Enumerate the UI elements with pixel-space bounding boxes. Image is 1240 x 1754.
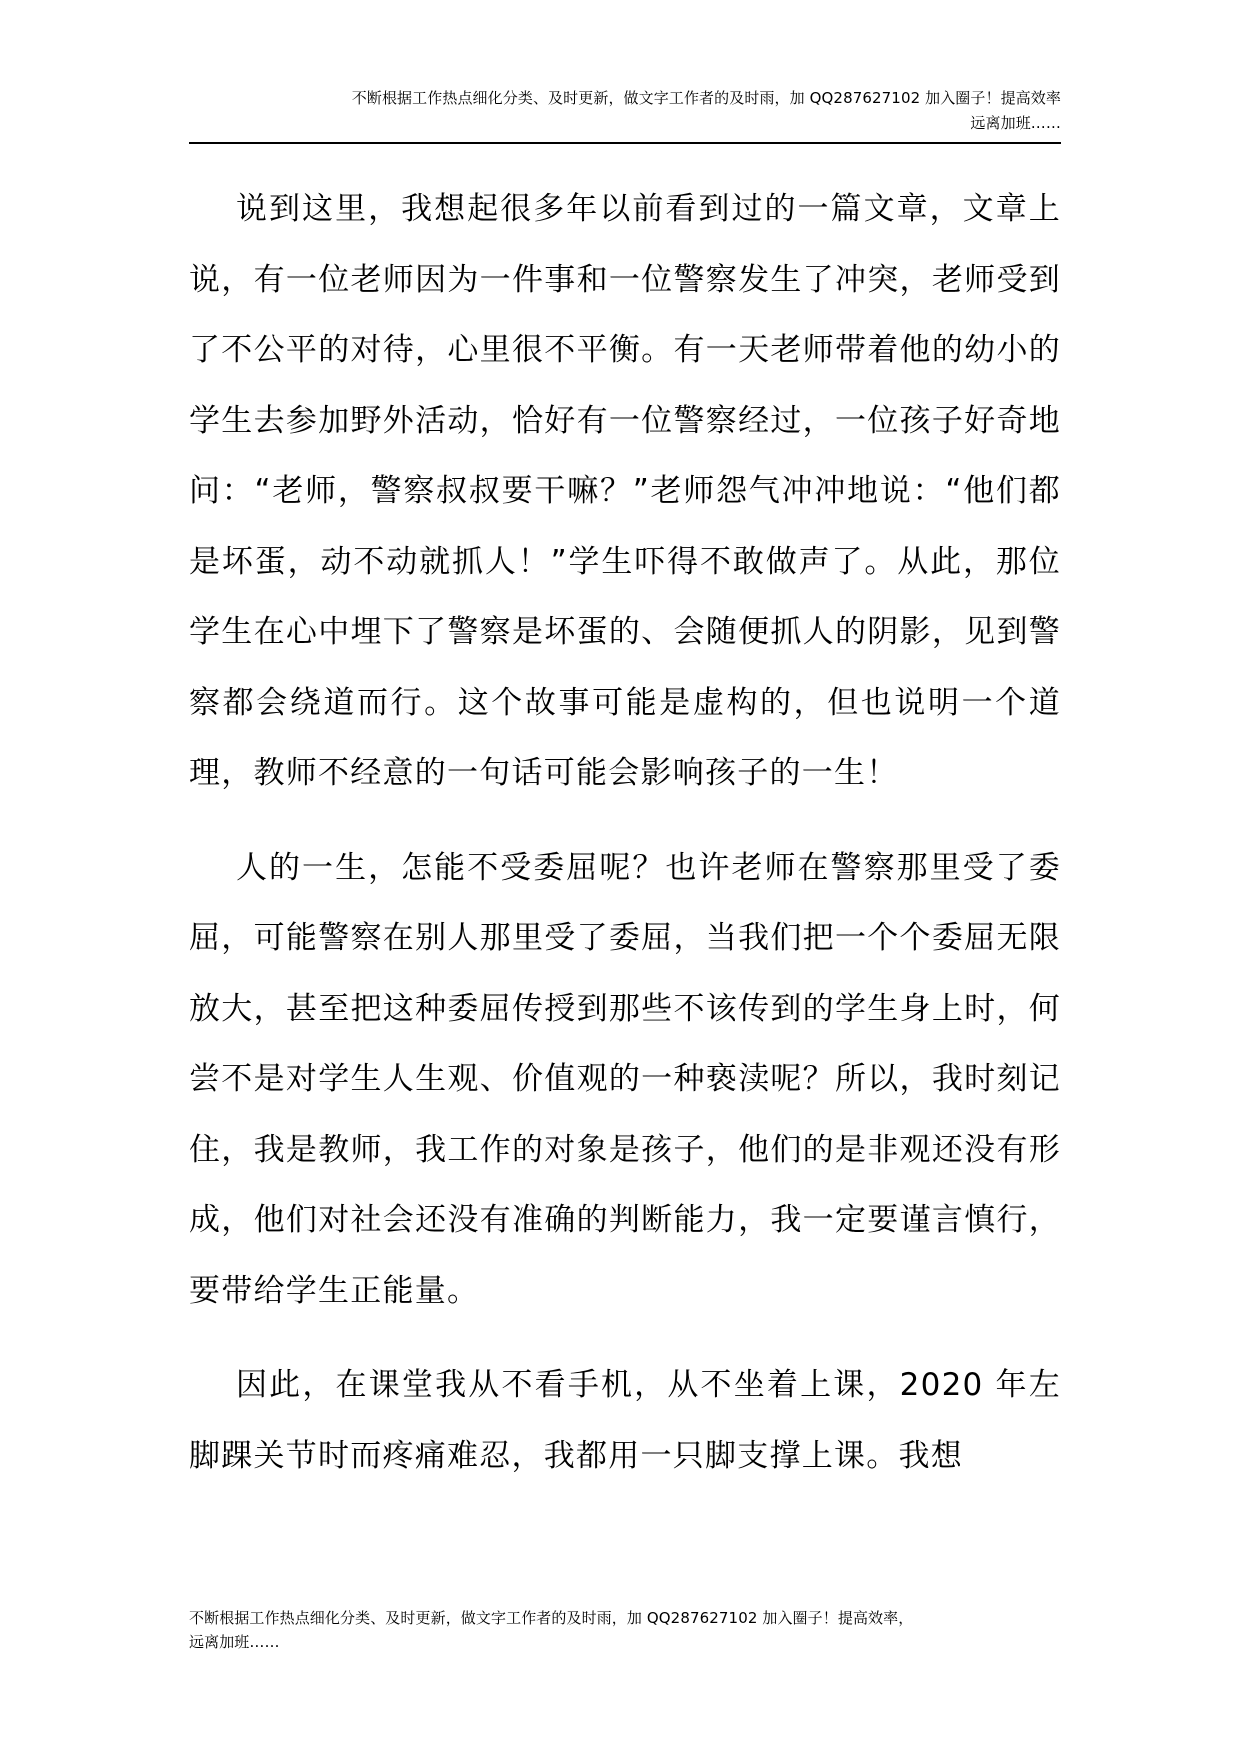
header-promo-line-1: 不断根据工作热点细化分类、及时更新，做文字工作者的及时雨，加 QQ287627102 加入圈子！提高效率 — [351, 89, 1061, 107]
document-body — [189, 174, 1061, 1579]
page-footer — [189, 1606, 1061, 1654]
body-paragraph-1: 说到这里，我想起很多年以前看到过的一篇文章，文章上说，有一位老师因为一件事和一位警察发生了冲突，老师受到了不公平的对待，心里很不平衡。有一天老师带着他的幼小的学生去参加野外活动，恰好有一位警察经过，一位孩子好奇地问：“老师，警察叔叔要干嘛？”老师怨气冲冲地说：“他们都是坏蛋，动不动就抓人！”学生吓得不敢做声了。从此，那位学生在心中埋下了警察是坏蛋的、会随便抓人的阴影，见到警察都会绕道而行。这个故事可能是虚构的，但也说明一个道理，教师不经意的一句话可能会影响孩子的一生！ — [189, 191, 1061, 791]
body-paragraph-3: 因此，在课堂我从不看手机，从不坐着上课，2020 年左脚踝关节时而疼痛难忍，我都用一只脚支撑上课。我想 — [189, 1367, 1061, 1474]
body-paragraph-2: 人的一生，怎能不受委屈呢？也许老师在警察那里受了委屈，可能警察在别人那里受了委屈，当我们把一个个委屈无限放大，甚至把这种委屈传授到那些不该传到的学生身上时，何尝不是对学生人生观、价值观的一种亵渎呢？所以，我时刻记住，我是教师，我工作的对象是孩子，他们的是非观还没有形成，他们对社会还没有准确的判断能力，我一定要谨言慎行，要带给学生正能量。 — [189, 849, 1061, 1309]
footer-promo-line-1: 不断根据工作热点细化分类、及时更新，做文字工作者的及时雨，加 QQ287627102 加入圈子！提高效率， — [189, 1609, 914, 1627]
header-promo-line-2: 远离加班…… — [970, 114, 1061, 132]
page-header — [189, 86, 1061, 144]
footer-promo-line-2: 远离加班…… — [189, 1633, 280, 1651]
